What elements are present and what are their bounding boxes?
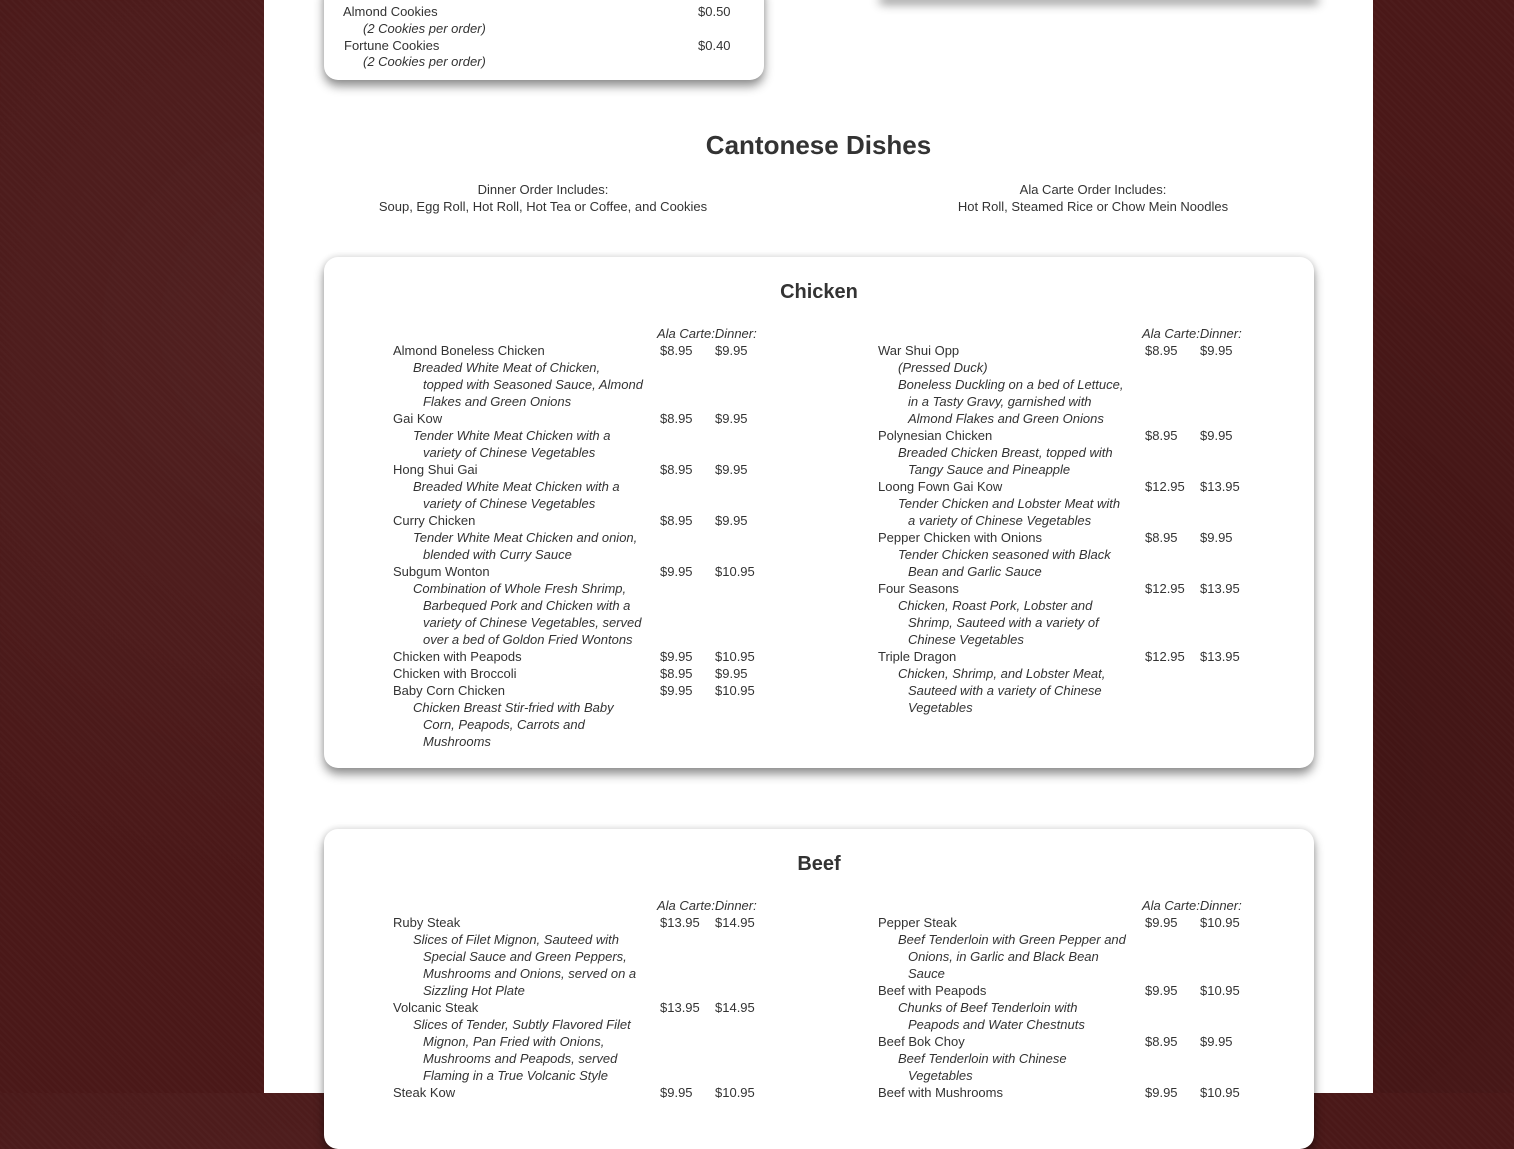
- menu-item-name: Polynesian Chicken: [878, 428, 993, 443]
- menu-item-name: Beef with Peapods: [878, 983, 987, 998]
- page-content: [264, 0, 1373, 1100]
- menu-item-price: $0.50: [698, 4, 731, 19]
- dinner-price: $9.95: [715, 411, 748, 426]
- dinner-includes: [343, 181, 743, 215]
- dinner-includes-text: Soup, Egg Roll, Hot Roll, Hot Tea or Coffee, and Cookies: [378, 199, 708, 214]
- menu-item: [878, 580, 1248, 648]
- menu-item-description: Beef Tenderloin with Chinese Vegetables: [898, 1051, 1067, 1083]
- menu-item-description: Slices of Tender, Subtly Flavored Filet Mignon, Pan Fried with Onions, Mushrooms and Peapods, served Flaming in a True Volcanic Style: [413, 1017, 631, 1083]
- menu-item-list: [878, 342, 1248, 716]
- dinner-price: $13.95: [1200, 479, 1240, 494]
- menu-item: [878, 342, 1248, 427]
- ala-carte-price: $9.95: [1145, 983, 1178, 998]
- ala-carte-price: $13.95: [660, 1000, 700, 1015]
- menu-item-name: Almond Cookies: [343, 4, 438, 19]
- dinner-price: $14.95: [715, 915, 755, 930]
- menu-item-description: Chicken, Shrimp, and Lobster Meat, Sauteed with a variety of Chinese Vegetables: [898, 666, 1106, 715]
- menu-item-description: Tender Chicken seasoned with Black Bean and Garlic Sauce: [898, 547, 1111, 579]
- menu-item-name: Four Seasons: [878, 581, 959, 596]
- menu-item: [878, 914, 1248, 982]
- menu-item: [878, 1033, 1248, 1084]
- ala-carte-price: $12.95: [1145, 649, 1185, 664]
- menu-item: [393, 563, 763, 648]
- ala-carte-price: $8.95: [1145, 1034, 1178, 1049]
- menu-item-name: Beef with Mushrooms: [878, 1085, 1003, 1100]
- menu-item-description: Breaded White Meat Chicken with a variety of Chinese Vegetables: [413, 479, 620, 511]
- dinner-header: Dinner:: [1199, 326, 1242, 341]
- ala-carte-price: $8.95: [660, 513, 693, 528]
- dinner-price: $9.95: [1200, 343, 1233, 358]
- price-column-headers: [657, 897, 757, 914]
- section-title: Cantonese Dishes: [705, 130, 932, 160]
- ala-carte-price: $8.95: [660, 343, 693, 358]
- menu-item-name: Loong Fown Gai Kow: [878, 479, 1003, 494]
- menu-item-description: Chicken, Roast Pork, Lobster and Shrimp, Sauteed with a variety of Chinese Vegetables: [898, 598, 1099, 647]
- menu-item: [393, 342, 763, 410]
- menu-item: [393, 665, 763, 682]
- ala-carte-price: $13.95: [660, 915, 700, 930]
- alacarte-includes-label: Ala Carte Order Includes:: [1019, 182, 1167, 197]
- menu-item-name: Chicken with Broccoli: [393, 666, 517, 681]
- ala-carte-price: $8.95: [1145, 428, 1178, 443]
- dinner-header: Dinner:: [714, 326, 757, 341]
- ala-carte-price: $8.95: [1145, 530, 1178, 545]
- menu-item-name: Pepper Chicken with Onions: [878, 530, 1043, 545]
- price-column-headers: [1142, 897, 1242, 914]
- dinner-price: $13.95: [1200, 581, 1240, 596]
- menu-item-subtitle: (Pressed Duck): [898, 360, 988, 375]
- dinner-price: $9.95: [1200, 530, 1233, 545]
- menu-item: [393, 999, 763, 1084]
- chicken-panel: [324, 257, 1314, 768]
- menu-item: [878, 529, 1248, 580]
- ala-carte-price: $9.95: [660, 1085, 693, 1100]
- beef-panel: [324, 829, 1314, 1149]
- menu-item-name: Hong Shui Gai: [393, 462, 478, 477]
- dinner-price: $10.95: [1200, 983, 1240, 998]
- ala-carte-price: $12.95: [1145, 479, 1185, 494]
- cookies-panel: [324, 0, 764, 80]
- menu-item-name: Subgum Wonton: [393, 564, 490, 579]
- ala-carte-price: $8.95: [660, 666, 693, 681]
- menu-item-name: Triple Dragon: [878, 649, 957, 664]
- ala-carte-price: $8.95: [660, 462, 693, 477]
- dinner-price: $9.95: [715, 513, 748, 528]
- ala-carte-header: Ala Carte:: [1142, 326, 1200, 341]
- menu-item-description: Tender White Meat Chicken and onion, blended with Curry Sauce: [413, 530, 638, 562]
- dinner-price: $9.95: [715, 666, 748, 681]
- dinner-price: $10.95: [715, 564, 755, 579]
- menu-item-description: Breaded White Meat of Chicken, topped with Seasoned Sauce, Almond Flakes and Green Onions: [413, 360, 643, 409]
- menu-item-description: Beef Tenderloin with Green Pepper and Onions, in Garlic and Black Bean Sauce: [898, 932, 1126, 981]
- menu-item-description: Tender White Meat Chicken with a variety of Chinese Vegetables: [413, 428, 611, 460]
- menu-item-description: Chunks of Beef Tenderloin with Peapods and Water Chestnuts: [898, 1000, 1085, 1032]
- ala-carte-price: $12.95: [1145, 581, 1185, 596]
- ala-carte-header: Ala Carte:: [657, 898, 715, 913]
- menu-item: [393, 410, 763, 461]
- dinner-price: $10.95: [715, 1085, 755, 1100]
- dinner-price: $10.95: [1200, 1085, 1240, 1100]
- menu-item-name: War Shui Opp: [878, 343, 960, 358]
- dinner-price: $10.95: [1200, 915, 1240, 930]
- dinner-price: $9.95: [1200, 428, 1233, 443]
- menu-item-name: Baby Corn Chicken: [393, 683, 505, 698]
- ala-carte-price: $8.95: [1145, 343, 1178, 358]
- dinner-price: $13.95: [1200, 649, 1240, 664]
- menu-item-description: (2 Cookies per order): [363, 54, 486, 69]
- menu-item-name: Steak Kow: [393, 1085, 456, 1100]
- menu-item-description: Combination of Whole Fresh Shrimp, Barbequed Pork and Chicken with a variety of Chinese Vegetables, served over a bed of Goldon Fried Wontons: [413, 581, 642, 647]
- dinner-price: $9.95: [715, 343, 748, 358]
- alacarte-includes: [893, 181, 1293, 215]
- ala-carte-price: $9.95: [660, 649, 693, 664]
- menu-item-description: (2 Cookies per order): [363, 21, 486, 36]
- price-column-headers: [1142, 325, 1242, 342]
- ala-carte-header: Ala Carte:: [657, 326, 715, 341]
- menu-item: [393, 914, 763, 999]
- dinner-price: $10.95: [715, 683, 755, 698]
- menu-item-name: Gai Kow: [393, 411, 443, 426]
- dinner-price: $10.95: [715, 649, 755, 664]
- dinner-price: $14.95: [715, 1000, 755, 1015]
- menu-item: [393, 648, 763, 665]
- menu-item: [878, 648, 1248, 716]
- ala-carte-price: $9.95: [1145, 1085, 1178, 1100]
- menu-item-description: Tender Chicken and Lobster Meat with a variety of Chinese Vegetables: [898, 496, 1121, 528]
- menu-item: [393, 682, 763, 750]
- menu-item: [878, 982, 1248, 1033]
- alacarte-includes-text: Hot Roll, Steamed Rice or Chow Mein Noodles: [957, 199, 1229, 214]
- menu-item-name: Fortune Cookies: [344, 38, 440, 53]
- menu-item-name: Pepper Steak: [878, 915, 957, 930]
- dinner-includes-label: Dinner Order Includes:: [477, 182, 609, 197]
- dinner-header: Dinner:: [714, 898, 757, 913]
- menu-item-name: Beef Bok Choy: [878, 1034, 965, 1049]
- dinner-header: Dinner:: [1199, 898, 1242, 913]
- menu-item-description: Boneless Duckling on a bed of Lettuce, in a Tasty Gravy, garnished with Almond Flakes and Green Onions: [898, 377, 1124, 426]
- menu-item-list: [878, 914, 1248, 1101]
- menu-item-description: Slices of Filet Mignon, Sauteed with Special Sauce and Green Peppers, Mushrooms and Onions, served on a Sizzling Hot Plate: [413, 932, 637, 998]
- menu-item-name: Almond Boneless Chicken: [393, 343, 545, 358]
- menu-item-name: Chicken with Peapods: [393, 649, 522, 664]
- ala-carte-price: $9.95: [660, 564, 693, 579]
- ala-carte-price: $9.95: [660, 683, 693, 698]
- dinner-price: $9.95: [715, 462, 748, 477]
- ala-carte-header: Ala Carte:: [1142, 898, 1200, 913]
- category-title: Beef: [797, 853, 841, 875]
- menu-item-description: Chicken Breast Stir-fried with Baby Corn, Peapods, Carrots and Mushrooms: [413, 700, 614, 749]
- menu-item-description: Breaded Chicken Breast, topped with Tangy Sauce and Pineapple: [898, 445, 1113, 477]
- menu-item-name: Ruby Steak: [393, 915, 461, 930]
- price-column-headers: [657, 325, 757, 342]
- ala-carte-price: $9.95: [1145, 915, 1178, 930]
- menu-item-name: Curry Chicken: [393, 513, 476, 528]
- menu-item-name: Volcanic Steak: [393, 1000, 479, 1015]
- menu-item: [878, 427, 1248, 478]
- menu-item-list: [393, 914, 763, 1101]
- menu-item: [393, 461, 763, 512]
- menu-item-price: $0.40: [698, 38, 731, 53]
- menu-item: [878, 478, 1248, 529]
- category-title: Chicken: [780, 281, 858, 303]
- menu-item: [393, 512, 763, 563]
- ala-carte-price: $8.95: [660, 411, 693, 426]
- menu-item-list: [393, 342, 763, 750]
- dinner-price: $9.95: [1200, 1034, 1233, 1049]
